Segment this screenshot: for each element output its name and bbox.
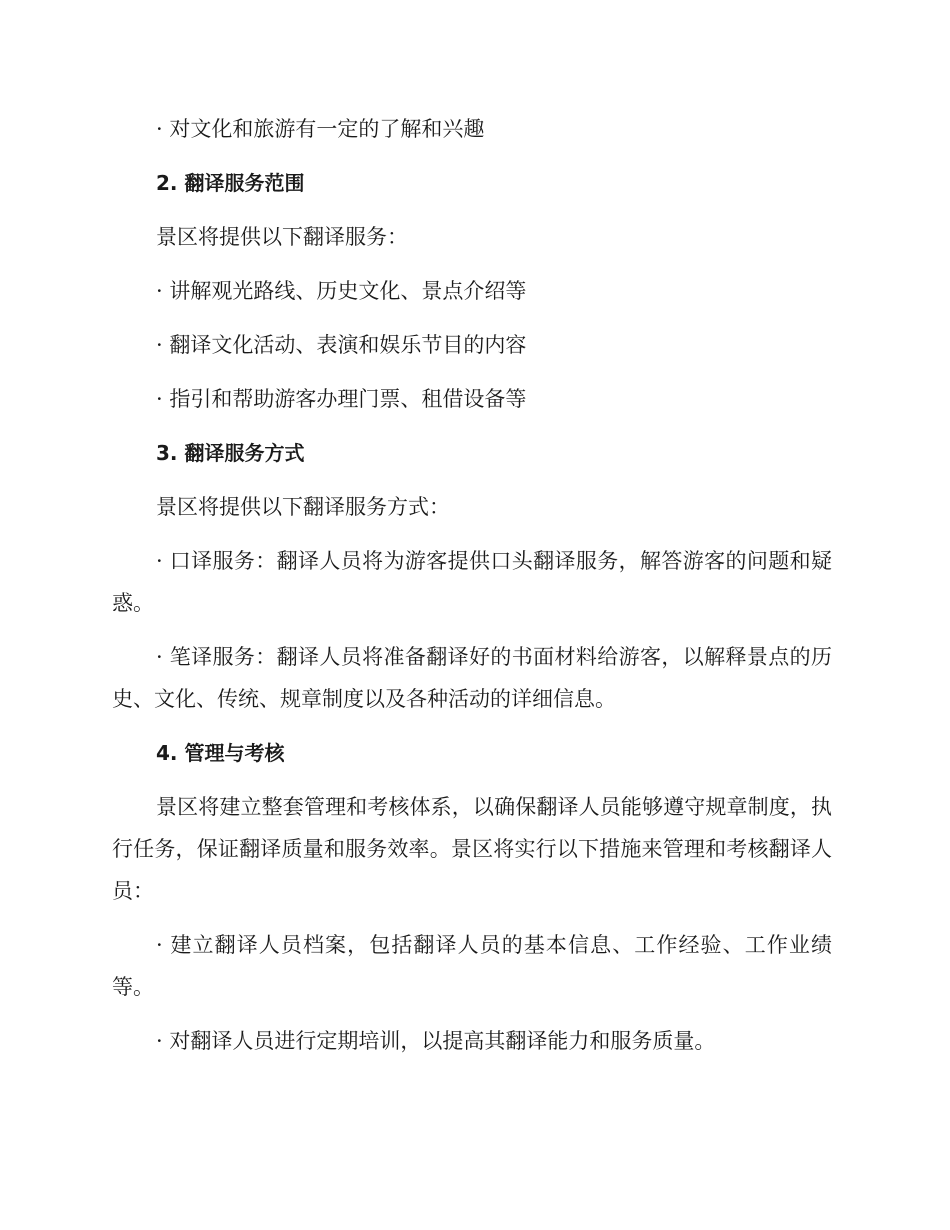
list-item: · 对文化和旅游有一定的了解和兴趣: [156, 117, 485, 141]
paragraph: 景区将建立整套管理和考核体系，以确保翻译人员能够遵守规章制度，执行任务，保证翻译质量和服务效率。景区将实行以下措施来管理和考核翻译人员：: [112, 795, 832, 903]
list-item: · 口译服务：翻译人员将为游客提供口头翻译服务，解答游客的问题和疑惑。: [112, 549, 832, 615]
list-item: · 笔译服务：翻译人员将准备翻译好的书面材料给游客，以解释景点的历史、文化、传统、规章制度以及各种活动的详细信息。: [112, 645, 832, 711]
list-item: · 翻译文化活动、表演和娱乐节目的内容: [156, 333, 527, 357]
list-item: · 对翻译人员进行定期培训，以提高其翻译能力和服务质量。: [156, 1029, 716, 1053]
list-item: · 指引和帮助游客办理门票、租借设备等: [156, 387, 527, 411]
section-heading: 4. 管理与考核: [156, 741, 285, 765]
paragraph: 景区将提供以下翻译服务：: [156, 225, 408, 249]
paragraph: 景区将提供以下翻译服务方式：: [156, 495, 450, 519]
document-body: [112, 108, 832, 1062]
list-item: · 建立翻译人员档案，包括翻译人员的基本信息、工作经验、工作业绩等。: [112, 933, 832, 999]
section-heading: 2. 翻译服务范围: [156, 171, 305, 195]
section-heading: 3. 翻译服务方式: [156, 441, 305, 465]
list-item: · 讲解观光路线、历史文化、景点介绍等: [156, 279, 527, 303]
